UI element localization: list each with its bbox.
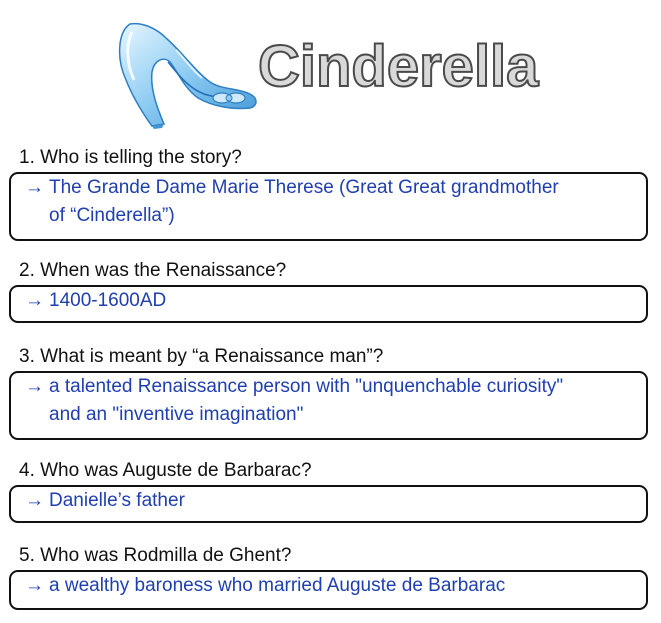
question-2: 2. When was the Renaissance? [19,260,287,281]
answer-5: → a wealthy baroness who married Auguste de Barbarac [25,572,640,600]
header [0,0,661,135]
answer-box-5 [9,570,648,610]
answer-box-1 [9,172,648,241]
page-title [256,30,556,100]
answer-4: → Danielle’s father [25,487,640,515]
answer-box-4 [9,485,648,523]
arrow-right-icon: → [25,177,44,198]
question-5: 5. Who was Rodmilla de Ghent? [19,545,292,566]
arrow-right-icon: → [25,376,44,397]
glass-slipper-image [112,18,260,130]
question-3: 3. What is meant by “a Renaissance man”? [19,346,384,367]
question-4: 4. Who was Auguste de Barbarac? [19,460,312,481]
answer-3: → a talented Renaissance person with "unquenchable curiosity" and an "inventive imagination" [25,373,640,429]
arrow-right-icon: → [25,575,44,596]
question-1: 1. Who is telling the story? [19,147,242,168]
answer-box-3 [9,371,648,440]
arrow-right-icon: → [25,290,44,311]
answer-2: → 1400-1600AD [25,287,640,315]
svg-text:Cinderella: Cinderella [258,34,539,99]
arrow-right-icon: → [25,490,44,511]
answer-1: → The Grande Dame Marie Therese (Great Great grandmother of “Cinderella”) [25,174,640,230]
answer-box-2 [9,285,648,323]
